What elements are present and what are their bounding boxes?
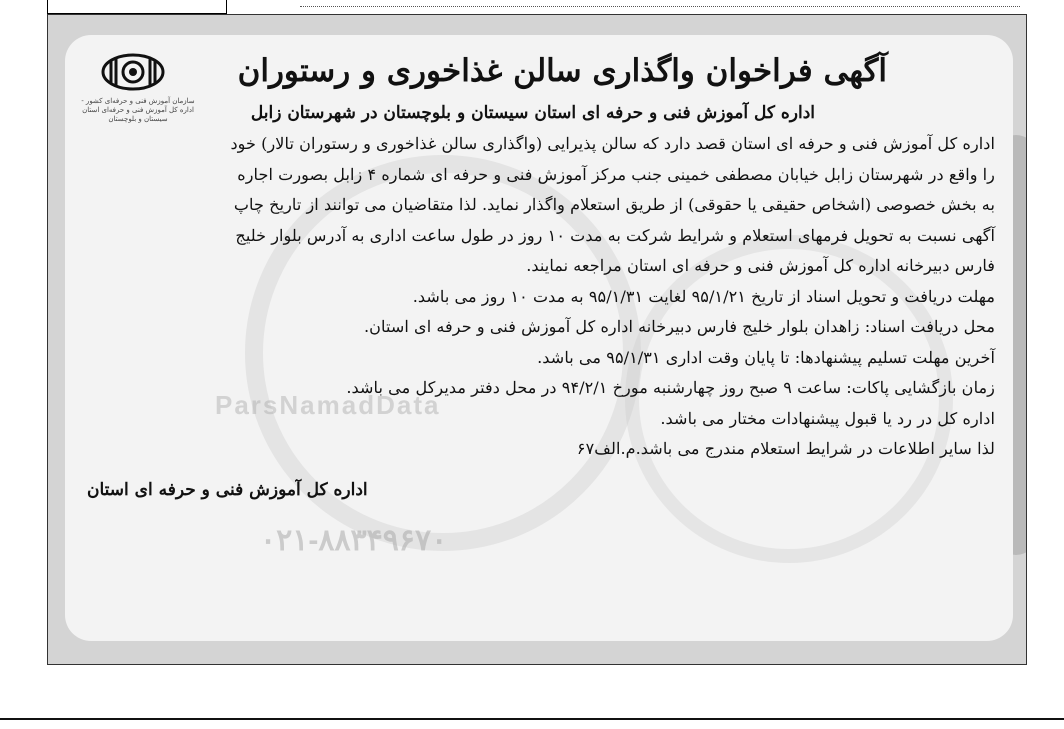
body-line: را واقع در شهرستان زابل خیابان مصطفی خمینی جنب مرکز آموزش فنی و حرفه ای شماره ۴ زابل بصورت اجاره	[237, 164, 995, 184]
body-line: به بخش خصوصی (اشخاص حقیقی یا حقوقی) از طریق استعلام واگذار نماید. لذا متقاضیان می توانند از تاریخ چاپ	[233, 195, 995, 214]
logo-caption: سازمان آموزش فنی و حرفه‌ای کشور - اداره کل آموزش فنی و حرفه‌ای استان سیستان و بلوچستان	[81, 97, 195, 123]
watermark-text: ParsNamadData	[215, 390, 441, 420]
notice-signature: اداره کل آموزش فنی و حرفه ای استان	[87, 479, 368, 500]
body-line: لذا سایر اطلاعات در شرایط استعلام مندرج می باشد.م.الف۶۷	[576, 439, 995, 458]
notice-content	[81, 47, 995, 505]
body-line: آخرین مهلت تسلیم پیشنهادها: تا پایان وقت اداری ۹۵/۱/۳۱ می باشد.	[537, 347, 995, 367]
body-line: محل دریافت اسناد: زاهدان بلوار خلیج فارس دبیرخانه اداره کل آموزش فنی و حرفه ای استان.	[363, 317, 995, 336]
notice-title: آگهی فراخوان واگذاری سالن غذاخوری و رستوران	[237, 53, 887, 89]
body-line: آگهی نسبت به تحویل فرمهای استعلام و شرایط شرکت به مدت ۱۰ روز در طول ساعت اداری به آدرس بلوار خلیج	[235, 225, 995, 245]
watermark-phone: ۰۲۱-۸۸۳۴۹۶۷۰	[260, 524, 448, 557]
body-line: اداره کل در رد یا قبول پیشنهادات مختار می باشد.	[660, 408, 995, 428]
body-line: زمان بازگشایی پاکات: ساعت ۹ صبح روز چهارشنبه مورخ ۹۴/۲/۱ در محل دفتر مدیرکل می باشد.	[346, 378, 995, 397]
body-line: اداره کل آموزش فنی و حرفه ای استان قصد دارد که سالن پذیرایی (واگذاری سالن غذاخوری و رستوران تالار) خود	[230, 134, 995, 153]
bottom-divider	[0, 718, 1064, 720]
top-divider	[300, 0, 1020, 7]
body-line: فارس دبیرخانه اداره کل آموزش فنی و حرفه ای استان مراجعه نمایند.	[526, 256, 995, 275]
body-line: مهلت دریافت و تحویل اسناد از تاریخ ۹۵/۱/۲۱ لغایت ۹۵/۱/۳۱ به مدت ۱۰ روز می باشد.	[412, 286, 995, 306]
notice-frame	[47, 14, 1027, 665]
notice-subtitle: اداره کل آموزش فنی و حرفه ای استان سیستان و بلوچستان در شهرستان زابل	[250, 103, 815, 123]
top-strip	[0, 0, 1064, 14]
notice-panel	[65, 35, 1013, 641]
top-box	[47, 0, 227, 14]
organization-logo-icon	[101, 53, 165, 91]
